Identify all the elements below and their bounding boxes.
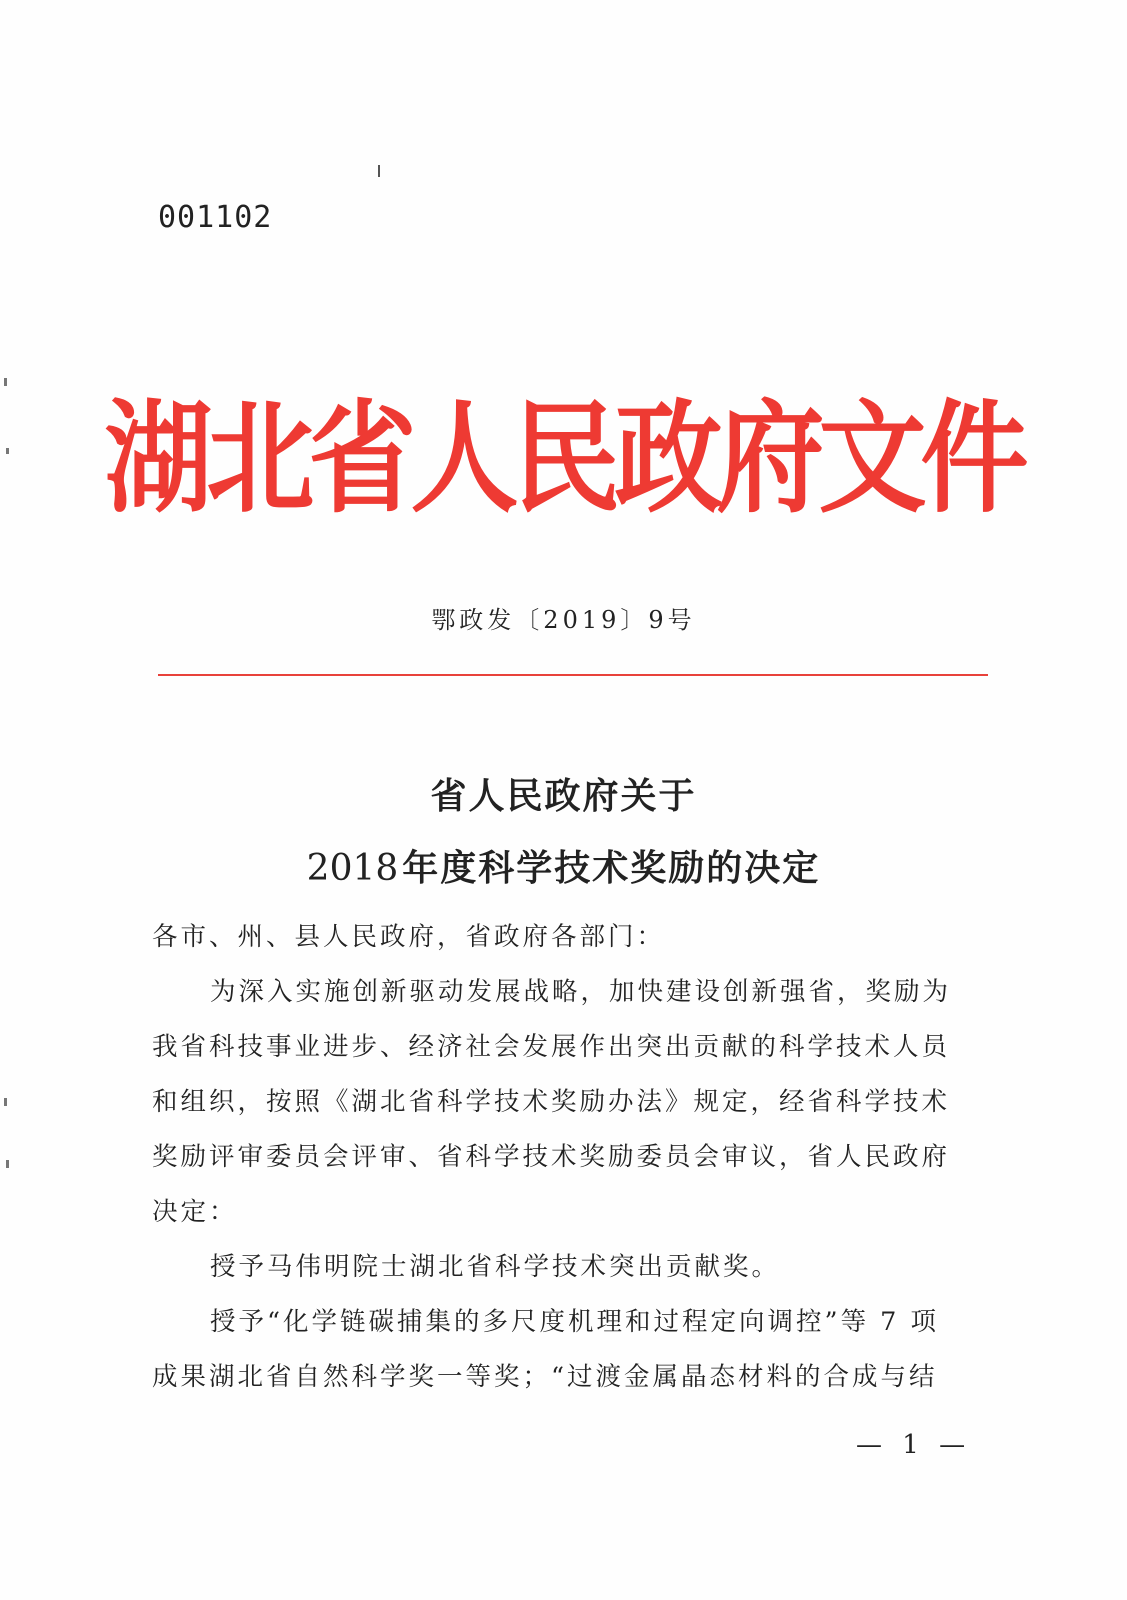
- title-rest: 年度科学技术奖励的决定: [402, 847, 821, 889]
- document-serial-number: 001102: [158, 200, 273, 235]
- scan-mark: [4, 378, 7, 386]
- body-line: 我省科技事业进步、经济社会发展作出突出贡献的科学技术人员: [152, 1032, 951, 1062]
- document-masthead: 湖北省人民政府文件: [104, 388, 1023, 530]
- red-divider-line: [158, 674, 988, 676]
- document-title-line-1: 省人民政府关于: [430, 775, 697, 817]
- scan-mark: [6, 1160, 9, 1168]
- page-number: — 1 —: [856, 1430, 972, 1460]
- title-year: 2018: [306, 848, 399, 889]
- body-line: 授予马伟明院士湖北省科学技术突出贡献奖。: [210, 1252, 781, 1282]
- scan-mark: [378, 165, 380, 177]
- body-line: 为深入实施创新驱动发展战略，加快建设创新强省，奖励为: [210, 977, 952, 1007]
- document-title-line-2: [0, 840, 1127, 891]
- salutation: 各市、州、县人民政府，省政府各部门：: [152, 922, 666, 952]
- body-line: 授予“化学链碳捕集的多尺度机理和过程定向调控”等 7 项: [210, 1307, 940, 1337]
- body-line: 奖励评审委员会评审、省科学技术奖励委员会审议，省人民政府: [152, 1142, 951, 1172]
- document-issue-number: 鄂政发〔2019〕9号: [431, 606, 696, 634]
- body-line: 决定：: [152, 1197, 238, 1227]
- body-line: 成果湖北省自然科学奖一等奖；“过渡金属晶态材料的合成与结: [152, 1362, 938, 1392]
- scan-mark: [4, 1098, 7, 1106]
- body-line: 和组织，按照《湖北省科学技术奖励办法》规定，经省科学技术: [152, 1087, 951, 1117]
